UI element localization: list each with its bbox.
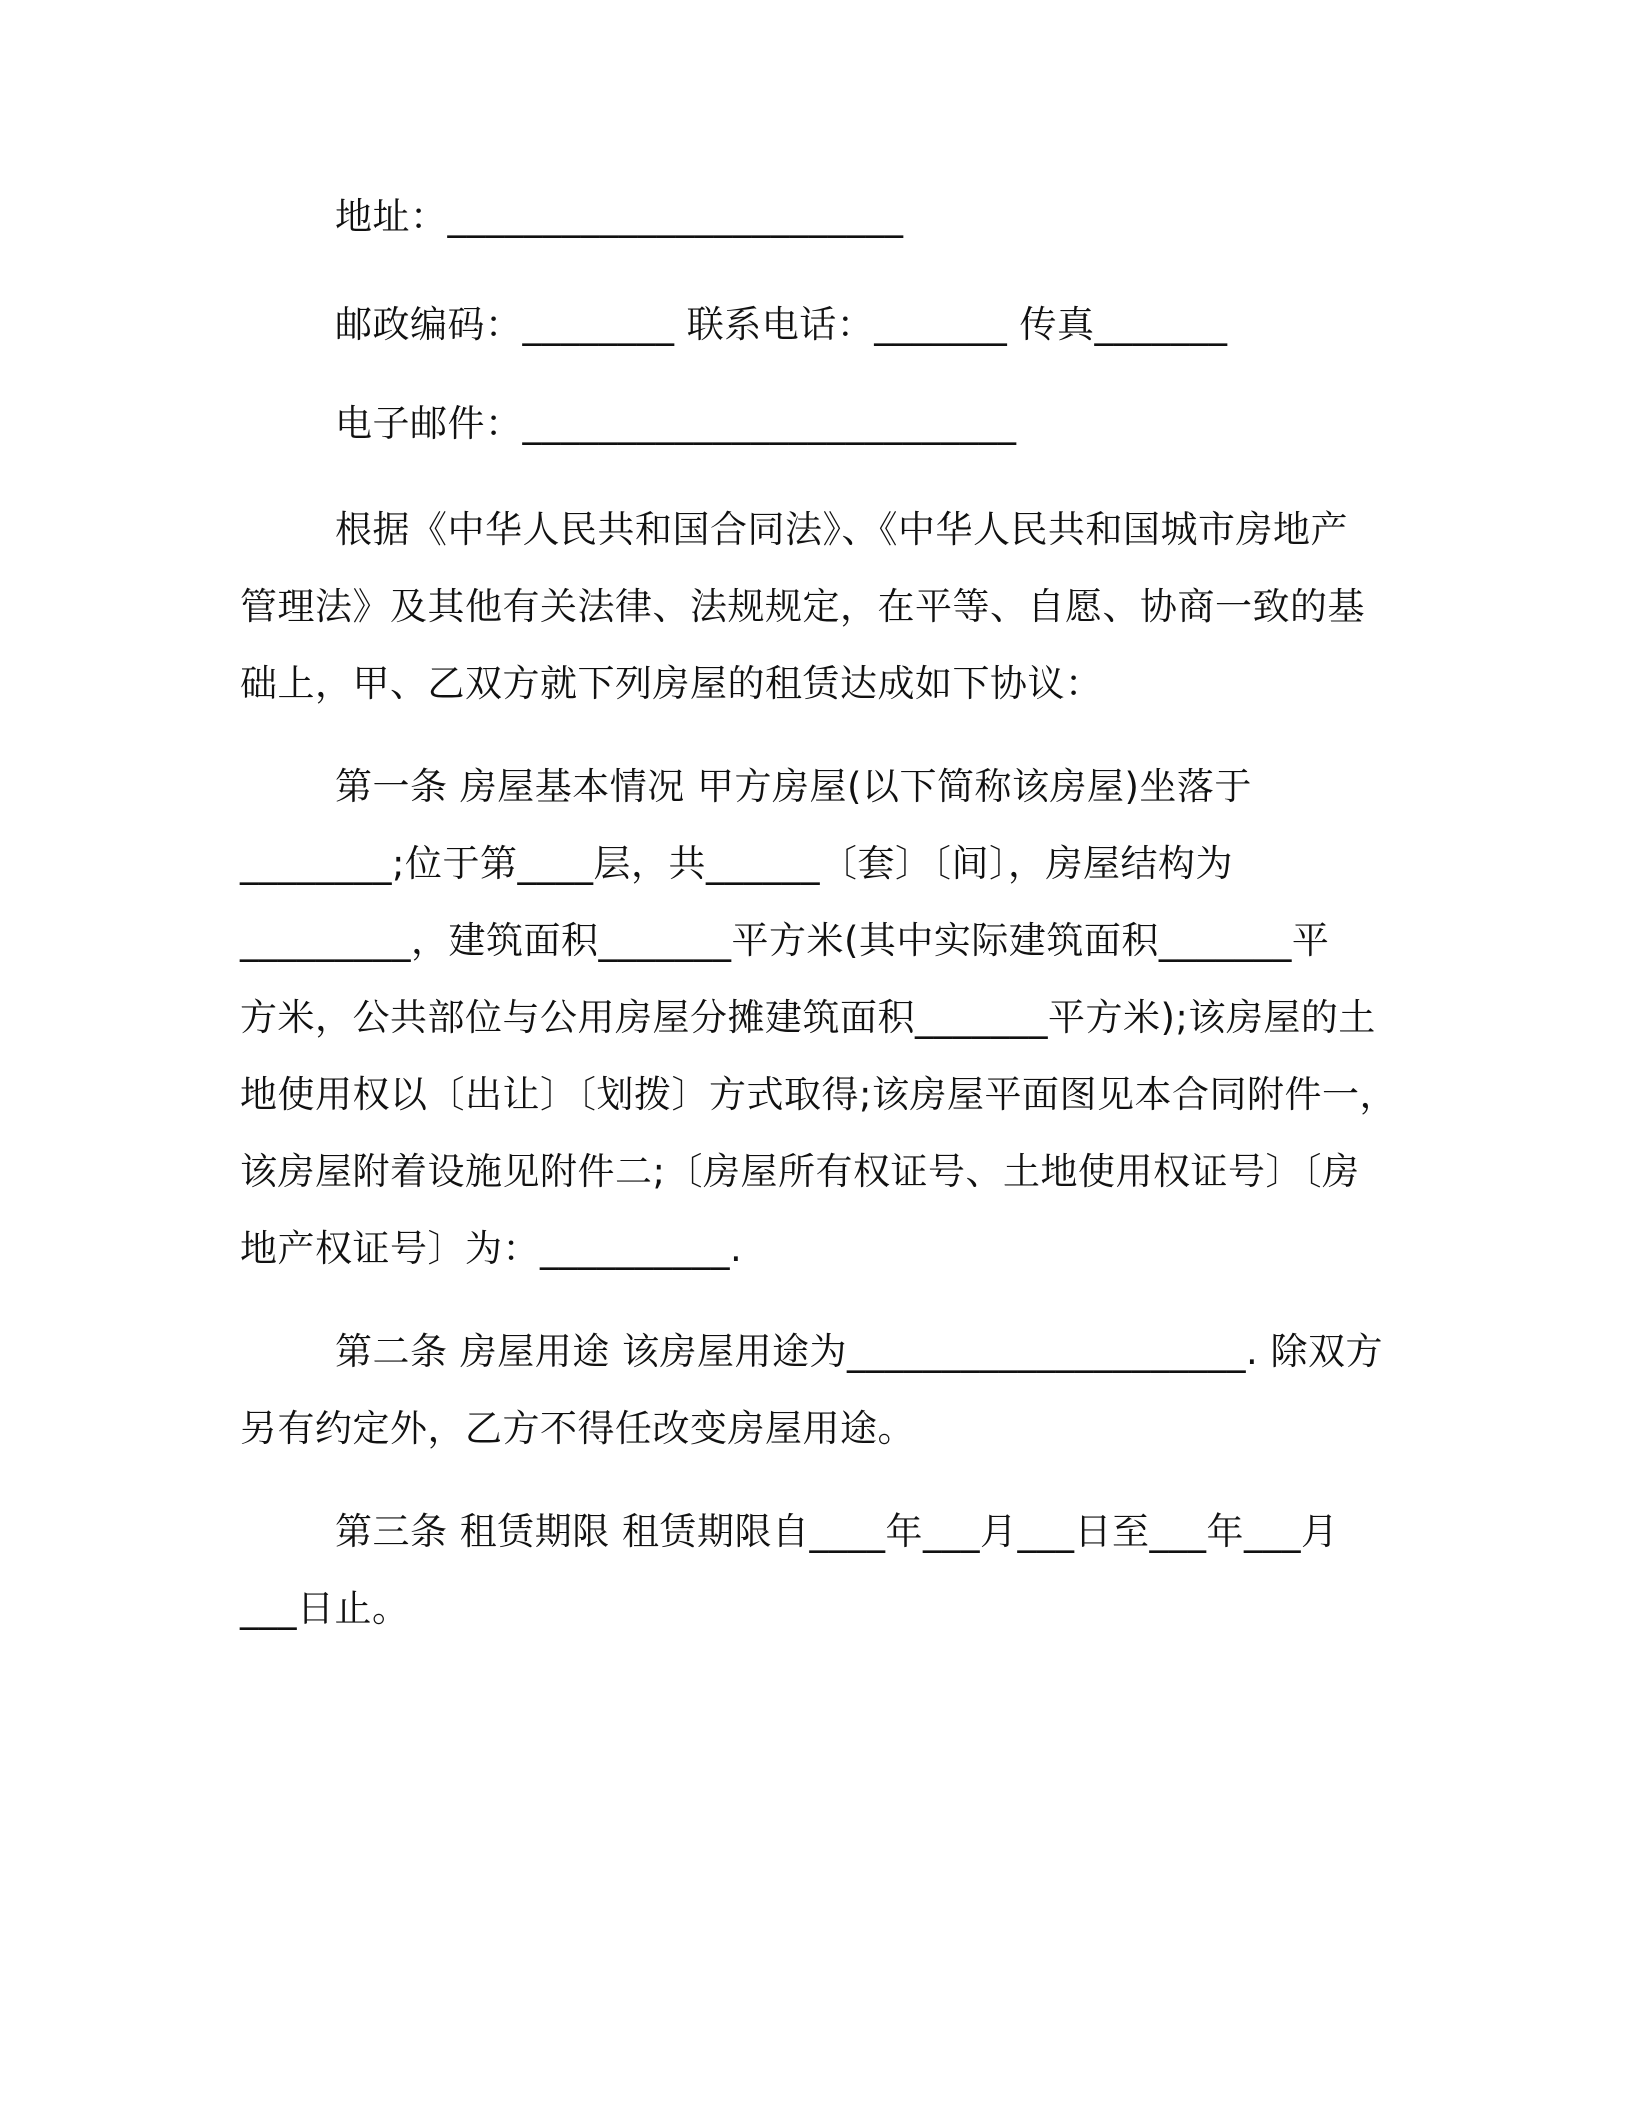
article2-line-2: 另有约定外，乙方不得任改变房屋用途。 (240, 1407, 915, 1450)
article1-line-4: 方米，公共部位与公用房屋分摊建筑面积_______平方米);该房屋的土 (240, 996, 1376, 1039)
article1-line-2: ________;位于第____层，共______〔套〕〔间〕，房屋结构为 (240, 842, 1233, 885)
article2-line-1: 第二条 房屋用途 该房屋用途为_____________________. 除双方 (335, 1330, 1384, 1373)
preamble-line-3: 础上，甲、乙双方就下列房屋的租赁达成如下协议： (240, 662, 1103, 705)
article1-line-5: 地使用权以〔出让〕〔划拨〕方式取得;该房屋平面图见本合同附件一， (240, 1073, 1397, 1116)
preamble-line-1: 根据《中华人民共和国合同法》、《中华人民共和国城市房地产 (335, 508, 1348, 551)
postal-phone-fax-line: 邮政编码：________ 联系电话：_______ 传真_______ (335, 303, 1228, 346)
article1-line-7: 地产权证号〕为：__________. (240, 1227, 743, 1270)
article1-line-1: 第一条 房屋基本情况 甲方房屋(以下简称该房屋)坐落于 (335, 765, 1252, 808)
preamble-line-2: 管理法》及其他有关法律、法规规定，在平等、自愿、协商一致的基 (240, 585, 1365, 628)
email-line: 电子邮件：__________________________ (335, 402, 1017, 445)
article1-line-3: _________，建筑面积_______平方米(其中实际建筑面积_______平 (240, 919, 1330, 962)
article3-line-2: ___日止。 (240, 1587, 410, 1630)
address-line: 地址：________________________ (335, 195, 904, 238)
article3-line-1: 第三条 租赁期限 租赁期限自____年___月___日至___年___月 (335, 1510, 1339, 1553)
article1-line-6: 该房屋附着设施见附件二;〔房屋所有权证号、土地使用权证号〕〔房 (240, 1150, 1360, 1193)
